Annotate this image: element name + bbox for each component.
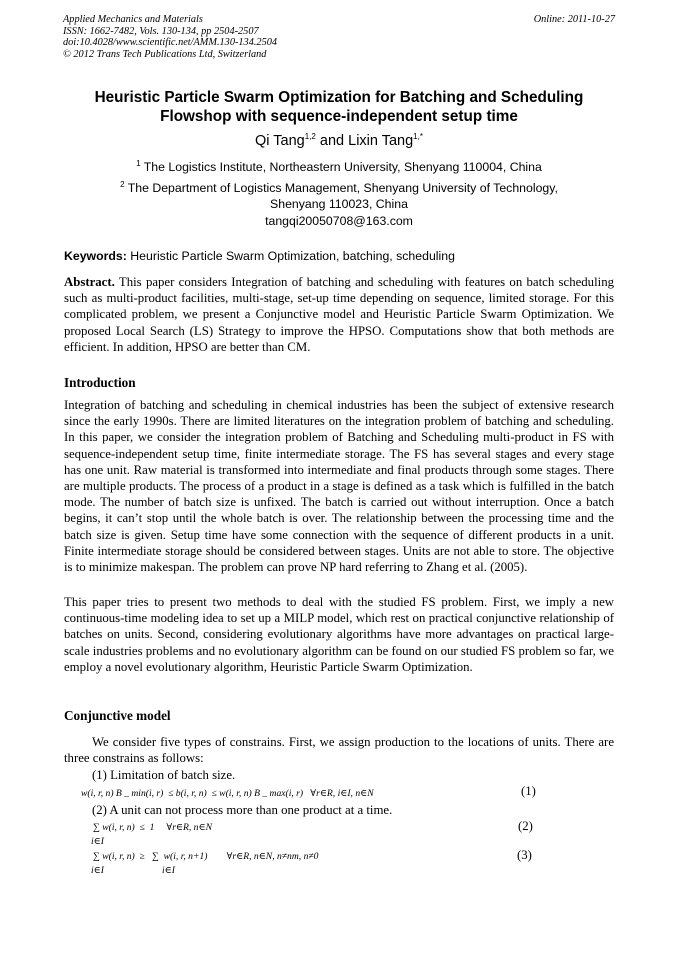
equation-2: ∑ w(i, r, n) ≤ 1 ∀r∈R, n∈N [93,822,212,833]
affiliation-1 [40,156,638,175]
equation-3-subscript-2: i∈I [162,865,175,876]
keywords-label: Keywords: [64,249,127,263]
keywords [64,249,455,263]
equation-3: ∑ w(i, r, n) ≥ ∑ w(i, r, n+1) ∀r∈R, n∈N, n≠nm, n≠0 [93,851,319,862]
affiliation-1-text: The Logistics Institute, Northeastern University, Shenyang 110004, China [140,160,542,175]
equation-2-subscript: i∈I [91,836,104,847]
affiliation-2 [40,177,638,212]
equation-3-subscript-1: i∈I [91,865,104,876]
paper-title [40,88,638,126]
affiliation-1-sup: 1 [136,159,141,168]
issn: ISSN: 1662-7482, Vols. 130-134, pp 2504-2507 [63,25,259,37]
abstract [64,274,614,355]
affiliation-2-line-1: The Department of Logistics Management, Shenyang University of Technology, [124,181,558,196]
constraint-item-2: (2) A unit can not process more than one product at a time. [92,803,393,817]
conjunctive-paragraph: We consider five types of constrains. First, we assign production to the locations of units. There are three constrains as follows: [64,735,614,766]
equation-2-number: (2) [518,819,533,833]
journal-name: Applied Mechanics and Materials [63,14,203,25]
author-email: tangqi20050708@163.com [265,214,413,228]
author-1-affil: 1,2 [304,132,316,141]
authors [40,128,638,150]
copyright: © 2012 Trans Tech Publications Ltd, Switzerland [63,48,267,60]
equation-3-number: (3) [517,848,532,862]
equation-1-number: (1) [521,784,536,798]
title-line-1: Heuristic Particle Swarm Optimization for Batching and Scheduling [94,89,584,106]
equation-1: w(i, r, n) B _ min(i, r) ≤ b(i, r, n) ≤ w(i, r, n) B _ max(i, r) ∀r∈R, i∈I, n∈N [81,788,374,799]
affiliation-2-sup: 2 [120,180,125,189]
introduction-heading: Introduction [64,375,136,390]
abstract-label: Abstract. [64,275,115,289]
abstract-text: This paper considers Integration of batching and scheduling with features on batch scheduling such as multi-product facilities, multi-stage, set-up time depending on sequence, limited storage. For this complicated problem, we present a Conjunctive model and Heuristic Particle Swarm Optimization. We proposed Local Search (LS) Strategy to improve the HPSO. Computations show that both methods are efficient. In addition, HPSO are better than CM. [64,275,614,354]
author-2: Lixin Tang [348,132,414,149]
author-2-affil: 1,* [413,132,423,141]
introduction-paragraph-1: Integration of batching and scheduling in chemical industries has been the subject of extensive research since the early 1990s. There are limited literatures on the integration problem of batching and scheduling. In this paper, we consider the integration problem of Batching and Scheduling multi-product in FS with sequence-independent setup time, finite intermediate storage. The FS has several stages and every stage has one unit. Raw material is transformed into intermediate and final products through some stages. There are multiple products. The process of a product in a stage is defined as a task which is fulfilled in the batch mode. The number of batch size is unfixed. The batch is carried out without interruption. Once a batch begins, it can’t stop until the whole batch is over. The relationship between the processing time and the batch size is given. Setup time have some connection with the sequence of different products in a unit. Finite intermediate storage should be considered between stages. Units are not able to store. The objective is to minimize makespan. The problem can prove NP hard referring to Zhang et al. (2005). [64,398,614,575]
introduction-paragraph-2: This paper tries to present two methods to deal with the studied FS problem. First, we imply a new continuous-time modeling idea to set up a MILP model, which rest on practical conjunctive relationship of batches on units. Second, considering evolutionary algorithms have more advantages on practical large-scale industries problems and no evolutionary algorithm can be found on our studied FS problem so far, we employ a novel evolutionary algorithm, Heuristic Particle Swarm Optimization. [64,595,614,674]
constraint-item-1: (1) Limitation of batch size. [92,768,236,782]
author-1: Qi Tang [255,132,305,149]
journal-header [63,14,615,60]
affiliation-2-line-2: Shenyang 110023, China [270,197,408,212]
doi: doi:10.4028/www.scientific.net/AMM.130-134.2504 [63,37,278,49]
keywords-text: Heuristic Particle Swarm Optimization, batching, scheduling [126,249,455,263]
title-line-2: Flowshop with sequence-independent setup time [160,108,518,125]
conjunctive-model-heading: Conjunctive model [64,708,171,723]
authors-and: and [315,132,349,149]
online-date: Online: 2011-10-27 [533,14,615,25]
